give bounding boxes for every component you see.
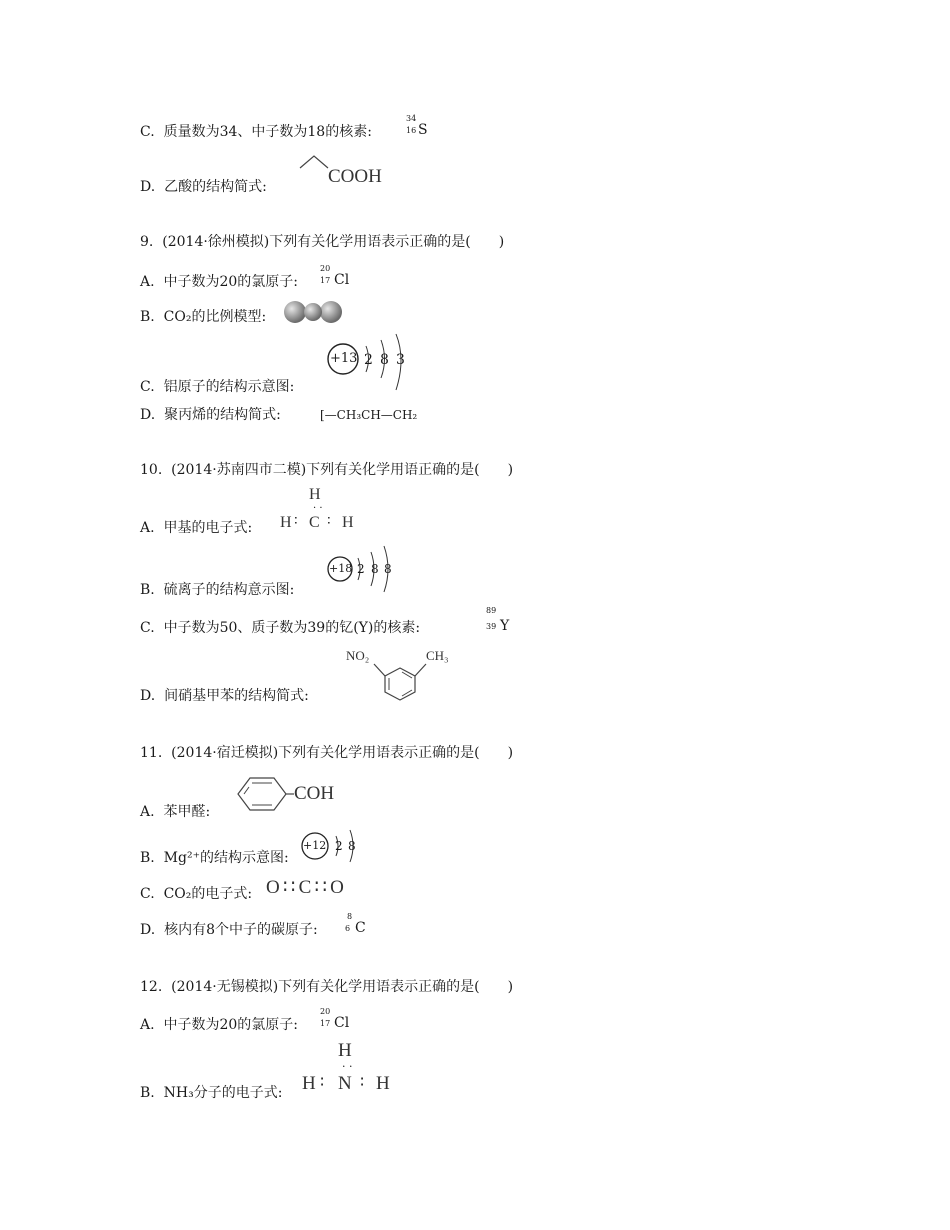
oxygen-ball-right [320,301,342,323]
option-c11: C. CO₂的电子式: [140,886,253,902]
question-11: 11. (2014·宿迁模拟)下列有关化学用语表示正确的是( ) [140,745,514,761]
question-10: 10. (2014·苏南四市二模)下列有关化学用语正确的是( ) [140,462,514,478]
option-c9: C. 铝原子的结构示意图: [140,379,295,395]
option-c8: C. 质量数为34、中子数为18的核素: [140,124,372,140]
option-a11: A. 苯甲醛: [140,804,211,820]
option-b9: B. CO₂的比例模型: [140,309,267,325]
option-d10: D. 间硝基甲苯的结构简式: [140,688,309,704]
option-a9: A. 中子数为20的氯原子: [140,274,298,290]
option-d9: D. 聚丙烯的结构简式: [140,407,281,423]
option-a10: A. 甲基的电子式: [140,520,253,536]
option-c10: C. 中子数为50、质子数为39的钇(Y)的核素: [140,620,421,636]
al-atom-structure-diagram: +13 2 8 3 [326,332,416,394]
nuclide-c14: 8 6 C [345,912,366,936]
co2-electron-formula: O∶∶C∶∶O [266,877,347,898]
nuclide-cl37-b: 20 17 Cl [320,1007,350,1031]
m-nitrotoluene-structure: NO₂ CH₃ [340,644,470,704]
option-b12: B. NH₃分子的电子式: [140,1085,283,1101]
polypropylene-formula: [—CH₃CH—CH₂ [320,408,418,422]
nuclide-s34: 34 16 S [406,114,428,138]
methyl-electron-formula: H · · H ∶ C ∶ H [280,486,354,531]
question-12: 12. (2014·无锡模拟)下列有关化学用语表示正确的是( ) [140,979,514,995]
nuclide-y89: 89 39 Y [486,606,510,634]
option-d8: D. 乙酸的结构简式: [140,179,267,195]
s2-ion-structure-diagram: +18 2 8 8 [326,544,398,596]
mg2-ion-structure-diagram: +12 2 8 [300,828,362,868]
nuclide-cl37: 20 17 Cl [320,264,350,288]
acetic-acid-structure: COOH [296,148,396,194]
option-b10: B. 硫离子的结构意示图: [140,582,295,598]
benzaldehyde-structure: COH [228,774,348,820]
option-a12: A. 中子数为20的氯原子: [140,1017,298,1033]
option-d11: D. 核内有8个中子的碳原子: [140,922,318,938]
question-9: 9. (2014·徐州模拟)下列有关化学用语表示正确的是( ) [140,234,505,250]
co2-space-filling-model [282,298,344,326]
nh3-electron-formula: H · · H ∶ N ∶ H [302,1040,390,1094]
option-b11: B. Mg²⁺的结构示意图: [140,850,289,866]
oxygen-ball-left [284,301,306,323]
carbon-ball [304,303,322,321]
